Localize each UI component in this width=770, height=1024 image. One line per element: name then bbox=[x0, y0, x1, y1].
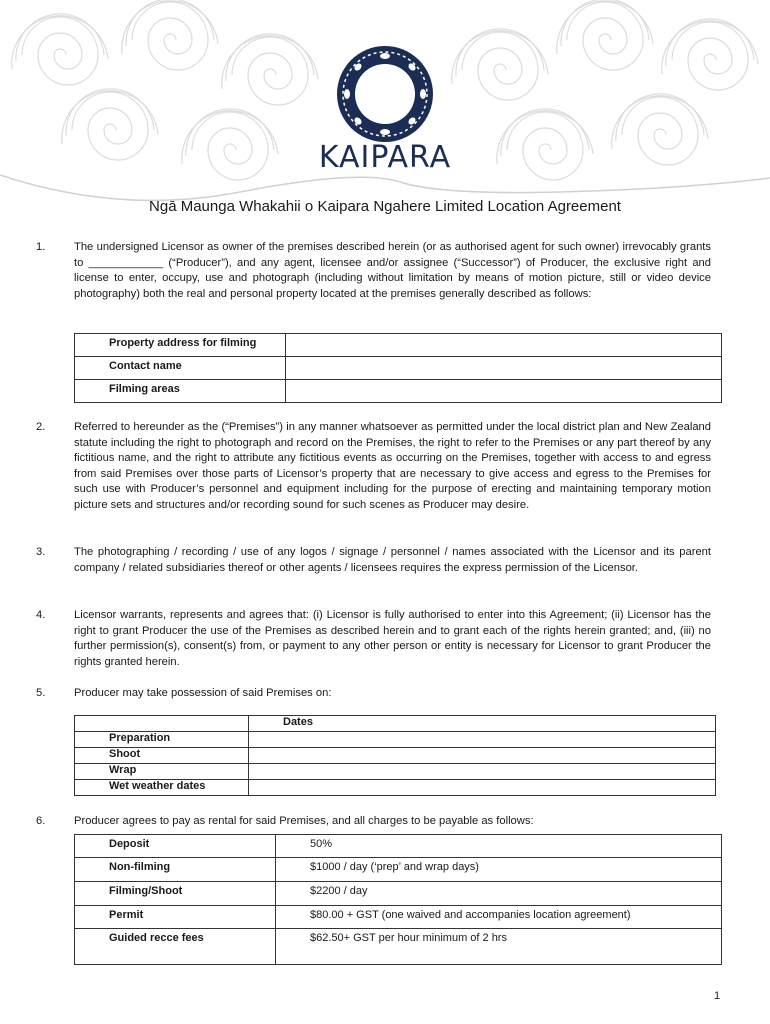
fee-value: $62.50+ GST per hour minimum of 2 hrs bbox=[276, 929, 722, 965]
wet-weather-date-field[interactable] bbox=[249, 780, 716, 796]
preparation-date-field[interactable] bbox=[249, 732, 716, 748]
dates-table bbox=[74, 715, 716, 796]
clause-number: 2. bbox=[36, 421, 46, 433]
fee-value: 50% bbox=[276, 835, 722, 858]
fee-value: $80.00 + GST (one waived and accompanies location agreement) bbox=[276, 906, 722, 929]
fee-label: Deposit bbox=[75, 835, 276, 858]
contact-name-label: Contact name bbox=[75, 357, 286, 380]
fee-value: $2200 / day bbox=[276, 882, 722, 906]
clause-number: 5. bbox=[36, 687, 46, 699]
clause-text: Producer agrees to pay as rental for said Premises, and all charges to be payable as follows: bbox=[74, 815, 534, 827]
fee-label: Non-filming bbox=[75, 858, 276, 882]
fees-table bbox=[74, 834, 722, 965]
clause-text: Producer may take possession of said Premises on: bbox=[74, 687, 332, 699]
wet-weather-label: Wet weather dates bbox=[75, 780, 249, 796]
clause-text: Referred to hereunder as the (“Premises”) in any manner whatsoever as permitted under the local district plan and New Zealand statute including the right to photograph and record on the Premises, the right to refer to the Premises or any part thereof by any fictitious name, and the right to attribute any fictitious events as occurring on the Premises, together with access to and egress from said Premises over those parts of Licensor’s property that are necessary to give access and egress to the Premises for such use with Producer’s personnel and equipment including for the purpose of erecting and maintaining temporary motion picture sets and structures and/or recording sound for such scenes as Producer may desire. bbox=[74, 421, 711, 511]
page-number: 1 bbox=[714, 990, 721, 1002]
shoot-date-field[interactable] bbox=[249, 748, 716, 764]
fee-label: Guided recce fees bbox=[75, 929, 276, 965]
clause-number: 1. bbox=[36, 241, 46, 253]
dates-header: Dates bbox=[249, 716, 716, 732]
clause-number: 6. bbox=[36, 815, 46, 827]
clause-number: 3. bbox=[36, 546, 46, 558]
clause-text: Licensor warrants, represents and agrees that: (i) Licensor is fully authorised to enter into this Agreement; (ii) Licensor has the right to grant Producer the use of the Premises as described herein and to grant each of the rights herein granted; and, (iii) no further permission(s), consent(s) from, or payment to any other person or entity is necessary for Licensor to grant Producer the rights granted herein. bbox=[74, 609, 711, 668]
clause-number: 4. bbox=[36, 609, 46, 621]
clause-text: The photographing / recording / use of any logos / signage / personnel / names associated with the Licensor and its parent company / related subsidiaries thereof or other agents / licensees requires the express permission of the Licensor. bbox=[74, 546, 711, 574]
contact-name-field[interactable] bbox=[286, 357, 722, 380]
fee-value: $1000 / day (‘prep’ and wrap days) bbox=[276, 858, 722, 882]
property-address-label: Property address for filming bbox=[75, 334, 286, 357]
wrap-label: Wrap bbox=[75, 764, 249, 780]
shoot-label: Shoot bbox=[75, 748, 249, 764]
document-title: Ngā Maunga Whakahii o Kaipara Ngahere Limited Location Agreement bbox=[149, 198, 621, 215]
wrap-date-field[interactable] bbox=[249, 764, 716, 780]
fee-label: Permit bbox=[75, 906, 276, 929]
fee-label: Filming/Shoot bbox=[75, 882, 276, 906]
property-address-field[interactable] bbox=[286, 334, 722, 357]
clause-text: The undersigned Licensor as owner of the premises described herein (or as authorised agent for such owner) irrevocably grants to ____________ (“Producer”), and any agent, licensee and/or assignee (“Successor”) of Producer, the exclusive right and license to enter, occupy, use and photograph (including without limitation by means of motion picture, still or video device photography) both the real and personal property located at the premises generally described as follows: bbox=[74, 241, 711, 300]
property-table bbox=[74, 333, 722, 403]
filming-areas-label: Filming areas bbox=[75, 380, 286, 403]
brand-wordmark: KAIPARA bbox=[318, 140, 452, 175]
filming-areas-field[interactable] bbox=[286, 380, 722, 403]
preparation-label: Preparation bbox=[75, 732, 249, 748]
